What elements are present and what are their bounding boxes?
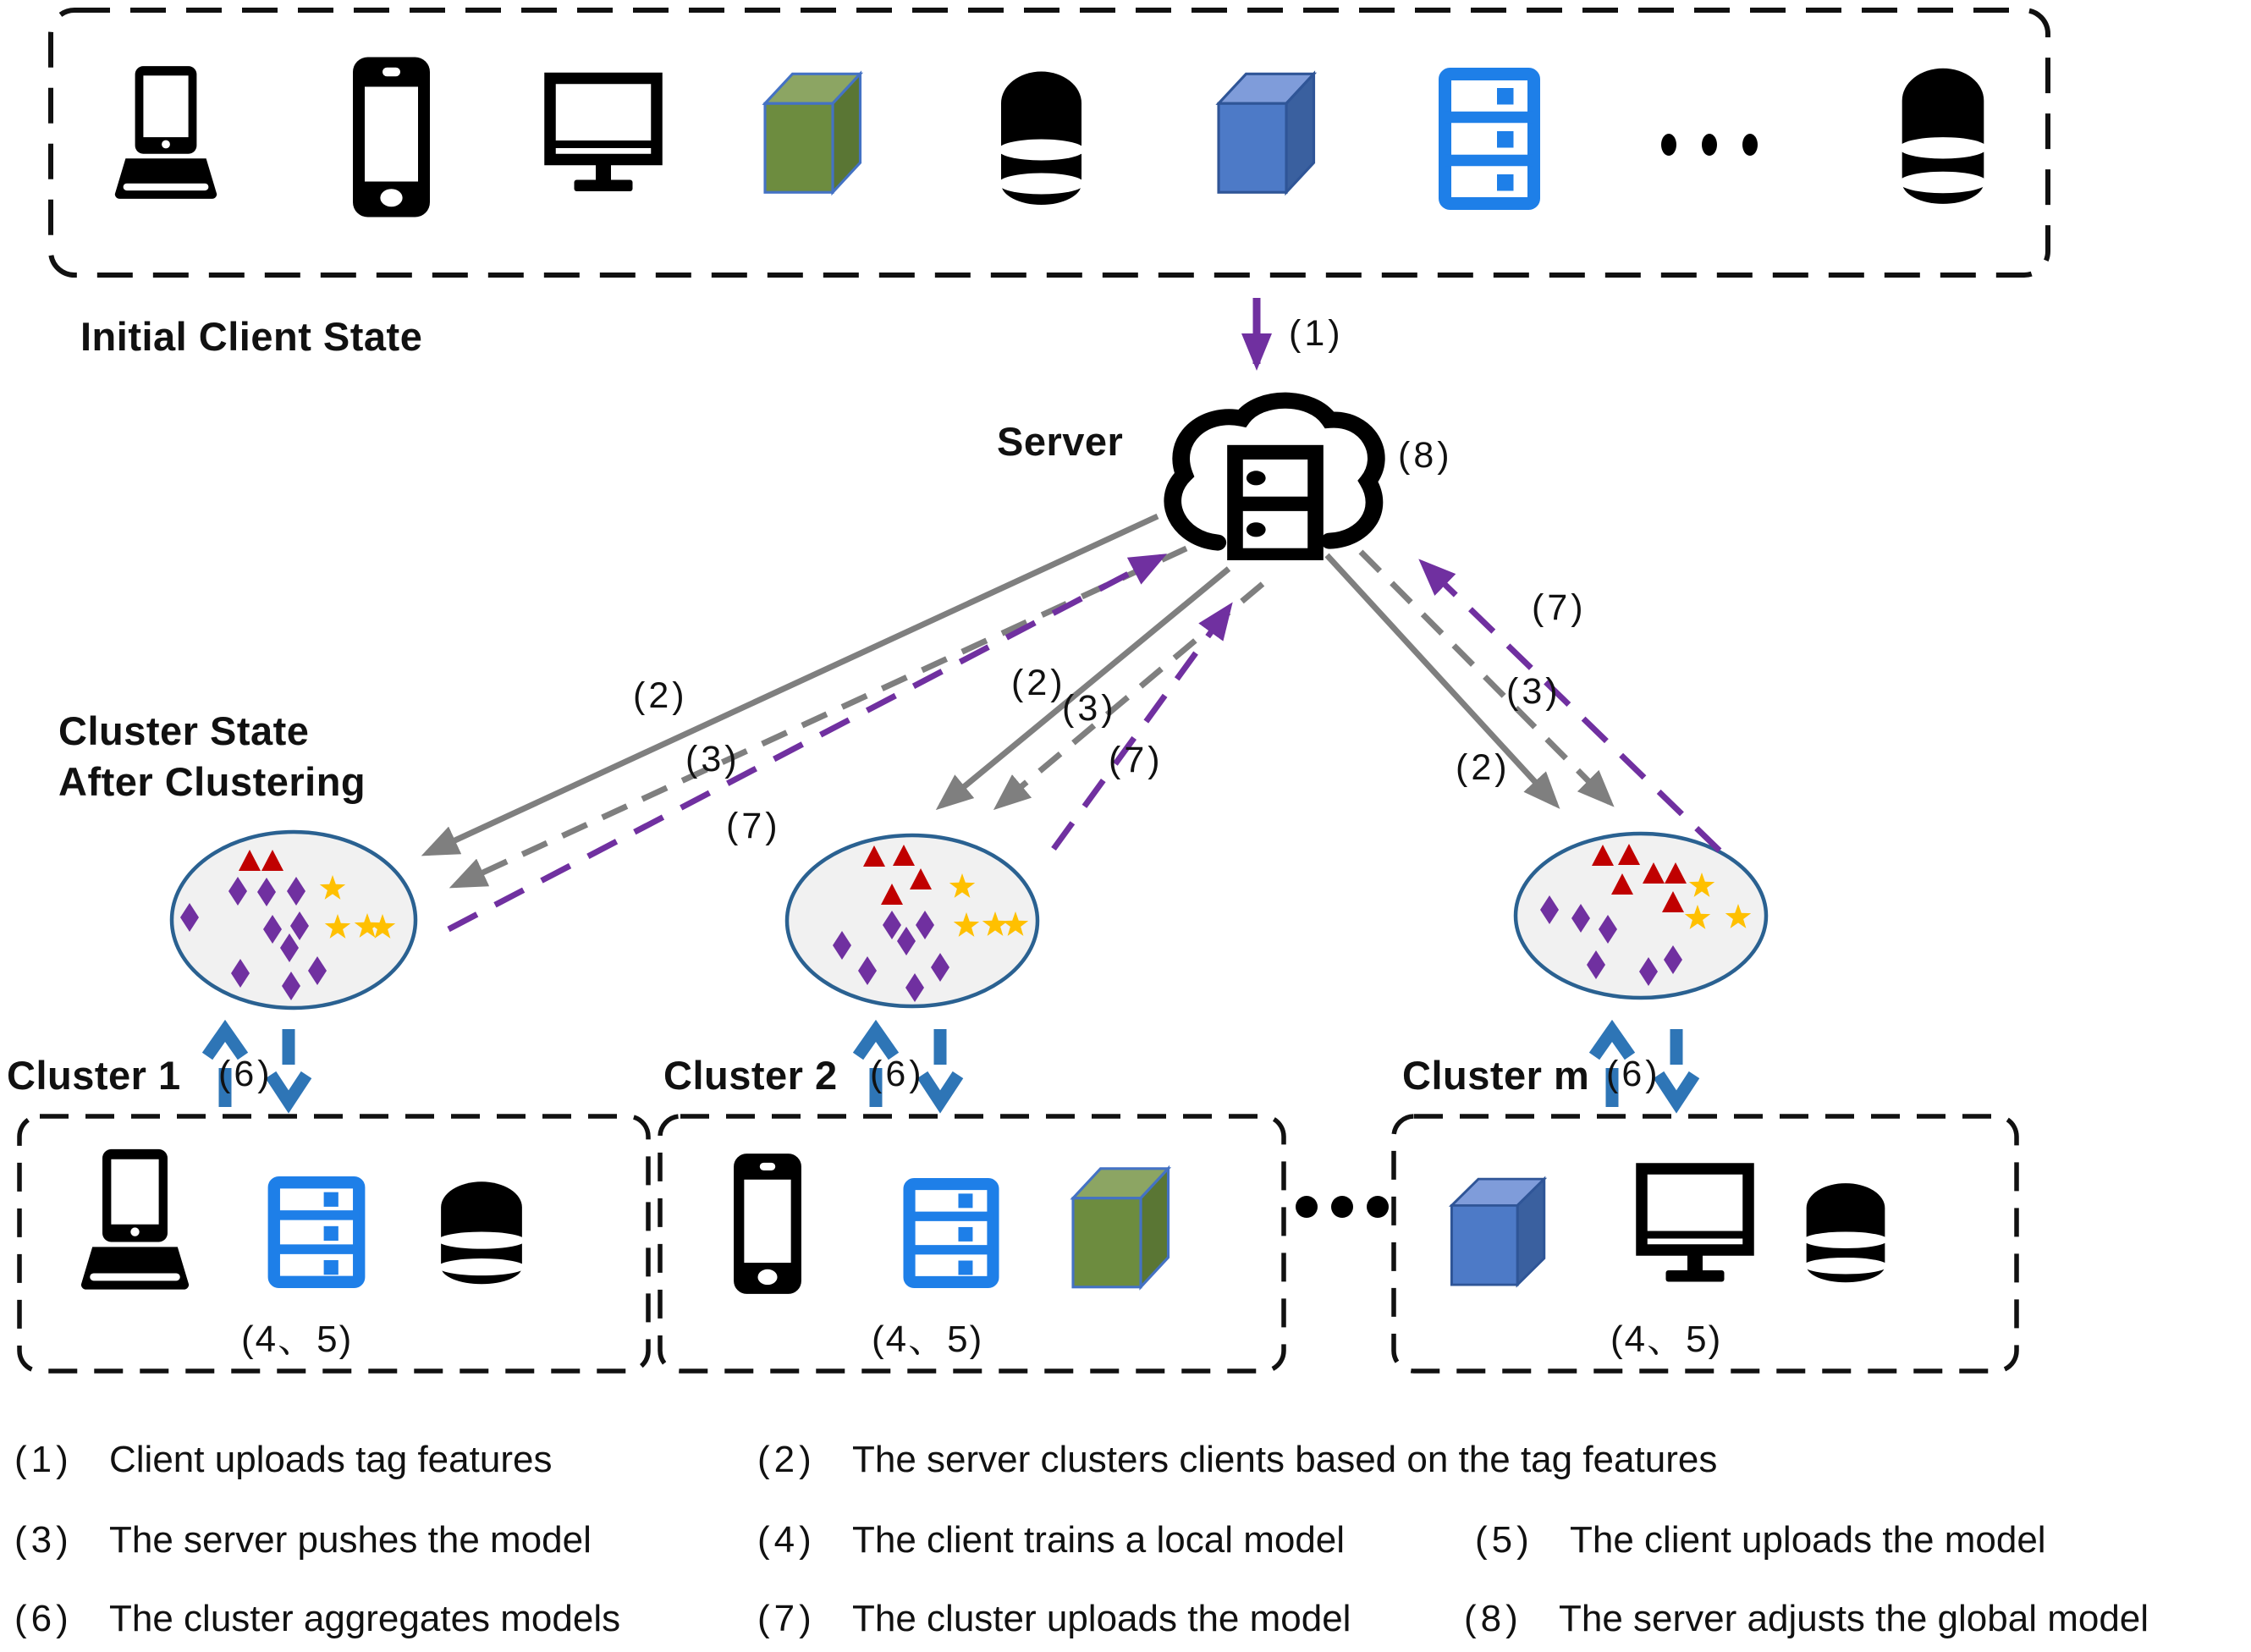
blue-cube-icon [1435,1170,1550,1292]
legend-text-8: The server adjusts the global model [1559,1598,2149,1639]
cluster-state-label-line1: Cluster State [58,708,310,753]
blue-cube-icon [1202,61,1320,203]
cluster-m-name: Cluster m [1402,1053,1590,1098]
legend-num-6: (6) [14,1598,73,1639]
cluster-1-ellipse [172,832,416,1008]
legend-item-1 [14,1439,552,1481]
arrow-step6-cluster-m-down [1659,1029,1694,1102]
legend-num-3: (3) [14,1519,73,1561]
step8-label: (8) [1398,435,1453,476]
database-icon [428,1173,535,1286]
cluster-m-ellipse [1516,834,1766,998]
legend-text-5: The client uploads the model [1570,1519,2046,1561]
steps45-label-cluster-m: (4、5) [1610,1319,1723,1360]
step7-label-cluster2: (7) [1109,740,1164,780]
database-icon [1794,1175,1897,1285]
legend-text-2: The server clusters clients based on the tag features [852,1439,1718,1480]
legend-item-3 [14,1519,592,1561]
legend-item-6 [14,1598,620,1640]
legend-text-1: Client uploads tag features [109,1439,553,1480]
legend-text-6: The cluster aggregates models [109,1598,621,1639]
cluster-state-label-line2: After Clustering [58,759,366,804]
initial-client-state-label: Initial Client State [80,314,423,359]
step3-label-cluster-m: (3) [1506,671,1561,712]
desktop-monitor-icon [540,63,667,220]
legend-num-1: (1) [14,1439,73,1480]
legend-item-2 [757,1439,1717,1481]
smartphone-icon [347,52,436,222]
legend-num-5: (5) [1475,1519,1533,1561]
step2-label-cluster-m: (2) [1456,747,1511,788]
arrow-step7-cluster1 [449,557,1161,929]
legend-num-7: (7) [757,1598,816,1639]
legend-text-4: The client trains a local model [852,1519,1346,1561]
legend-item-7 [757,1598,1351,1640]
legend-item-8 [1464,1598,2149,1640]
laptop-icon [69,1144,201,1301]
cluster-2-ellipse [787,835,1037,1006]
step3-label-cluster2: (3) [1062,688,1117,729]
cluster-1-name: Cluster 1 [7,1053,181,1098]
desktop-monitor-icon [1632,1161,1758,1303]
step6-label-cluster2: (6) [870,1054,925,1094]
smartphone-icon [726,1151,809,1297]
laptop-icon [107,59,225,212]
legend-text-7: The cluster uploads the model [852,1598,1351,1639]
step1-label: (1) [1289,313,1344,354]
cluster-2-name: Cluster 2 [663,1053,838,1098]
step2-label-cluster2: (2) [1011,663,1066,703]
steps45-label-cluster2: (4、5) [872,1319,984,1360]
arrow-step6-cluster2-down [922,1029,958,1102]
step7-label-cluster-m: (7) [1532,587,1587,628]
legend-num-8: (8) [1464,1598,1522,1639]
legend-num-2: (2) [757,1439,816,1480]
legend-text-3: The server pushes the model [109,1519,592,1561]
step7-label-cluster1: (7) [726,806,781,846]
green-cube-icon [1056,1158,1175,1296]
legend-num-4: (4) [757,1519,816,1561]
database-icon [1889,58,1997,208]
step2-label-cluster1: (2) [633,675,688,716]
legend-item-5 [1475,1519,2046,1561]
legend-item-4 [757,1519,1345,1561]
database-icon [988,61,1094,209]
green-cube-icon [748,61,867,203]
server-rack-icon [267,1176,366,1288]
step6-label-cluster-m: (6) [1606,1054,1661,1094]
arrow-step2-cluster2 [941,569,1229,806]
ellipsis-icon [1290,1183,1395,1231]
step3-label-cluster1: (3) [685,739,740,779]
step6-label-cluster1: (6) [218,1054,273,1094]
ellipsis-icon [1650,123,1769,167]
steps45-label-cluster1: (4、5) [241,1319,354,1360]
server-rack-icon [902,1178,1000,1288]
arrow-step6-cluster1-down [271,1029,306,1102]
cloud-server-icon [1144,391,1406,560]
server-label: Server [997,419,1124,464]
server-rack-icon [1439,63,1540,214]
